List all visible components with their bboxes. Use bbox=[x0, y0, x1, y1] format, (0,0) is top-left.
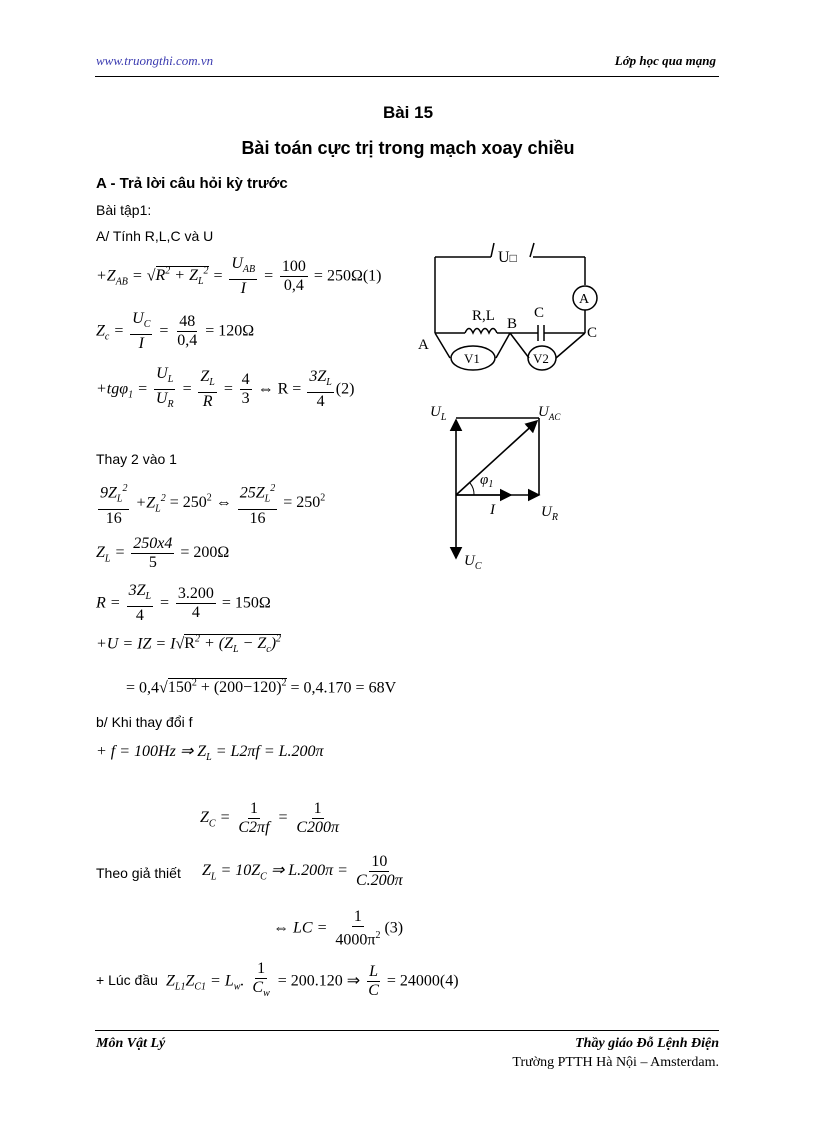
v2-label: V2 bbox=[533, 351, 549, 366]
equation-zc: $Z_c$ = $\frac{U_C}{I}$ = $\frac{48}{0,4}$ = 120Ω bbox=[96, 310, 255, 353]
source-plate-right bbox=[530, 243, 534, 257]
equation-r: R = $\frac{3Z_L}{4}$ = $\frac{3.200}{4}$ = 150Ω bbox=[96, 582, 271, 625]
label-uac: $U_{AC}$ bbox=[538, 404, 561, 422]
label-phi: $\varphi_1$ bbox=[480, 472, 494, 490]
footer-divider bbox=[95, 1030, 719, 1031]
eq4-mid: = 250 bbox=[283, 494, 321, 512]
v1-label: V1 bbox=[464, 351, 480, 366]
ammeter-label: A bbox=[579, 292, 590, 307]
v1-lead-left bbox=[435, 333, 450, 358]
equation-u-value: = $0,4√150^2 + (200-120)^2 = 0,4.170 = 68V$ bbox=[126, 678, 397, 697]
eq1-result: = 250Ω(1) bbox=[313, 267, 382, 285]
eq8-result: = 0,4.170 = 68V bbox=[290, 679, 397, 697]
angle-arc bbox=[470, 483, 474, 495]
equation-tan-phi: +tgφ$_1$ = $\frac{U_L}{U_R}$ = $\frac{Z_L}{R}$ = $\frac{4}{3}$ ⇔ R = $\frac{3Z_L}{4}$ (2) bbox=[96, 365, 355, 411]
equation-substitution: $\frac{9Z_L^2}{16}$ $+Z_L^2 = 250^2$ ⇔ $\frac{25Z_L^2}{16}$ = $250^2$ bbox=[96, 480, 325, 528]
circuit-diagram bbox=[410, 238, 620, 380]
eq2-result: = 120Ω bbox=[205, 322, 255, 340]
inductor-coil bbox=[465, 329, 497, 334]
v1-lead-right bbox=[496, 333, 510, 358]
node-b-label: B bbox=[507, 316, 518, 332]
substitute-label: Thay 2 vào 1 bbox=[96, 451, 177, 467]
section-heading: A - Trả lời câu hỏi kỳ trước bbox=[96, 175, 288, 192]
equation-initial: $Z_{L1}Z_{C1} = L_w$. $\frac{1}{C_w}$ = 200.120 ⇒ $\frac{L}{C}$ = 24000(4) bbox=[166, 960, 459, 1000]
eq9-rest: = L2πf = L.200π bbox=[211, 743, 324, 760]
equation-zl: $Z_L$ = $\frac{250x4}{5}$ = 200Ω bbox=[96, 535, 230, 571]
equation-frequency: + f = 100Hz ⇒ $Z_L = L2\pi f = L.200\pi$ bbox=[96, 743, 324, 764]
equation-zc-f: $Z_C$ = $\frac{1}{C2\pi f}$ = $\frac{1}{C200\pi}$ bbox=[200, 800, 339, 836]
footer-teacher: Thầy giáo Đỗ Lệnh Điện bbox=[575, 1036, 719, 1051]
header-divider bbox=[95, 76, 719, 77]
equation-hypothesis: $Z_L = 10Z_C$ ⇒ L.200π = $\frac{10}{C.200\pi}$ bbox=[202, 853, 403, 889]
label-ur: $U_R$ bbox=[541, 504, 558, 523]
equation-zab: $+Z_{AB} = √R^2 + Z_L^2$ = $\frac{U_{AB}}{I}$ = $\frac{100}{0,4}$ = 250Ω(1) bbox=[96, 255, 382, 298]
node-c-label: C bbox=[587, 325, 598, 341]
part-a-label: A/ Tính R,L,C và U bbox=[96, 228, 214, 244]
part-b-label: b/ Khi thay đổi f bbox=[96, 714, 193, 730]
website-link[interactable]: www.truongthi.com.vn bbox=[96, 53, 214, 68]
course-name: Lớp học qua mạng bbox=[614, 53, 716, 68]
node-a-label: A bbox=[418, 337, 429, 353]
v2-lead-right bbox=[556, 333, 585, 358]
eq13-result: = 24000(4) bbox=[386, 972, 459, 990]
hypothesis-label: Theo giả thiết bbox=[96, 865, 181, 881]
vector-uac bbox=[456, 421, 537, 495]
label-uc: $U_C$ bbox=[464, 553, 482, 572]
footer-subject: Môn Vật Lý bbox=[96, 1036, 166, 1051]
source-label: U□ bbox=[498, 249, 517, 266]
eq3-result: ⇔ R = bbox=[257, 380, 306, 398]
label-current: I bbox=[490, 502, 495, 518]
label-ul: $U_L$ bbox=[430, 404, 447, 423]
footer-school: Trường PTTH Hà Nội – Amsterdam. bbox=[512, 1055, 719, 1070]
lesson-topic: Bài toán cực trị trong mạch xoay chiều bbox=[241, 138, 575, 158]
eq12-tag: (3) bbox=[384, 919, 404, 937]
equation-u: +U = IZ = $I√R^2 + (Z_L - Z_c)^2$ bbox=[96, 634, 282, 656]
phasor-diagram bbox=[420, 398, 580, 578]
eq6-result: = 150Ω bbox=[221, 594, 271, 612]
equation-lc: ⇔ LC = $\frac{1}{4000\pi^2}$ (3) bbox=[273, 908, 404, 949]
eq9-start: + f = 100Hz ⇒ Z bbox=[96, 743, 207, 760]
initial-label: + Lúc đầu bbox=[96, 972, 158, 988]
exercise-label: Bài tập1: bbox=[96, 202, 152, 218]
rl-label: R,L bbox=[472, 308, 495, 324]
eq3-tag: (2) bbox=[335, 380, 355, 398]
capacitor-label: C bbox=[534, 305, 545, 321]
source-plate-left bbox=[491, 243, 494, 257]
lesson-title: Bài 15 bbox=[382, 103, 434, 122]
v2-lead-left bbox=[510, 333, 529, 358]
eq5-result: = 200Ω bbox=[180, 544, 230, 562]
